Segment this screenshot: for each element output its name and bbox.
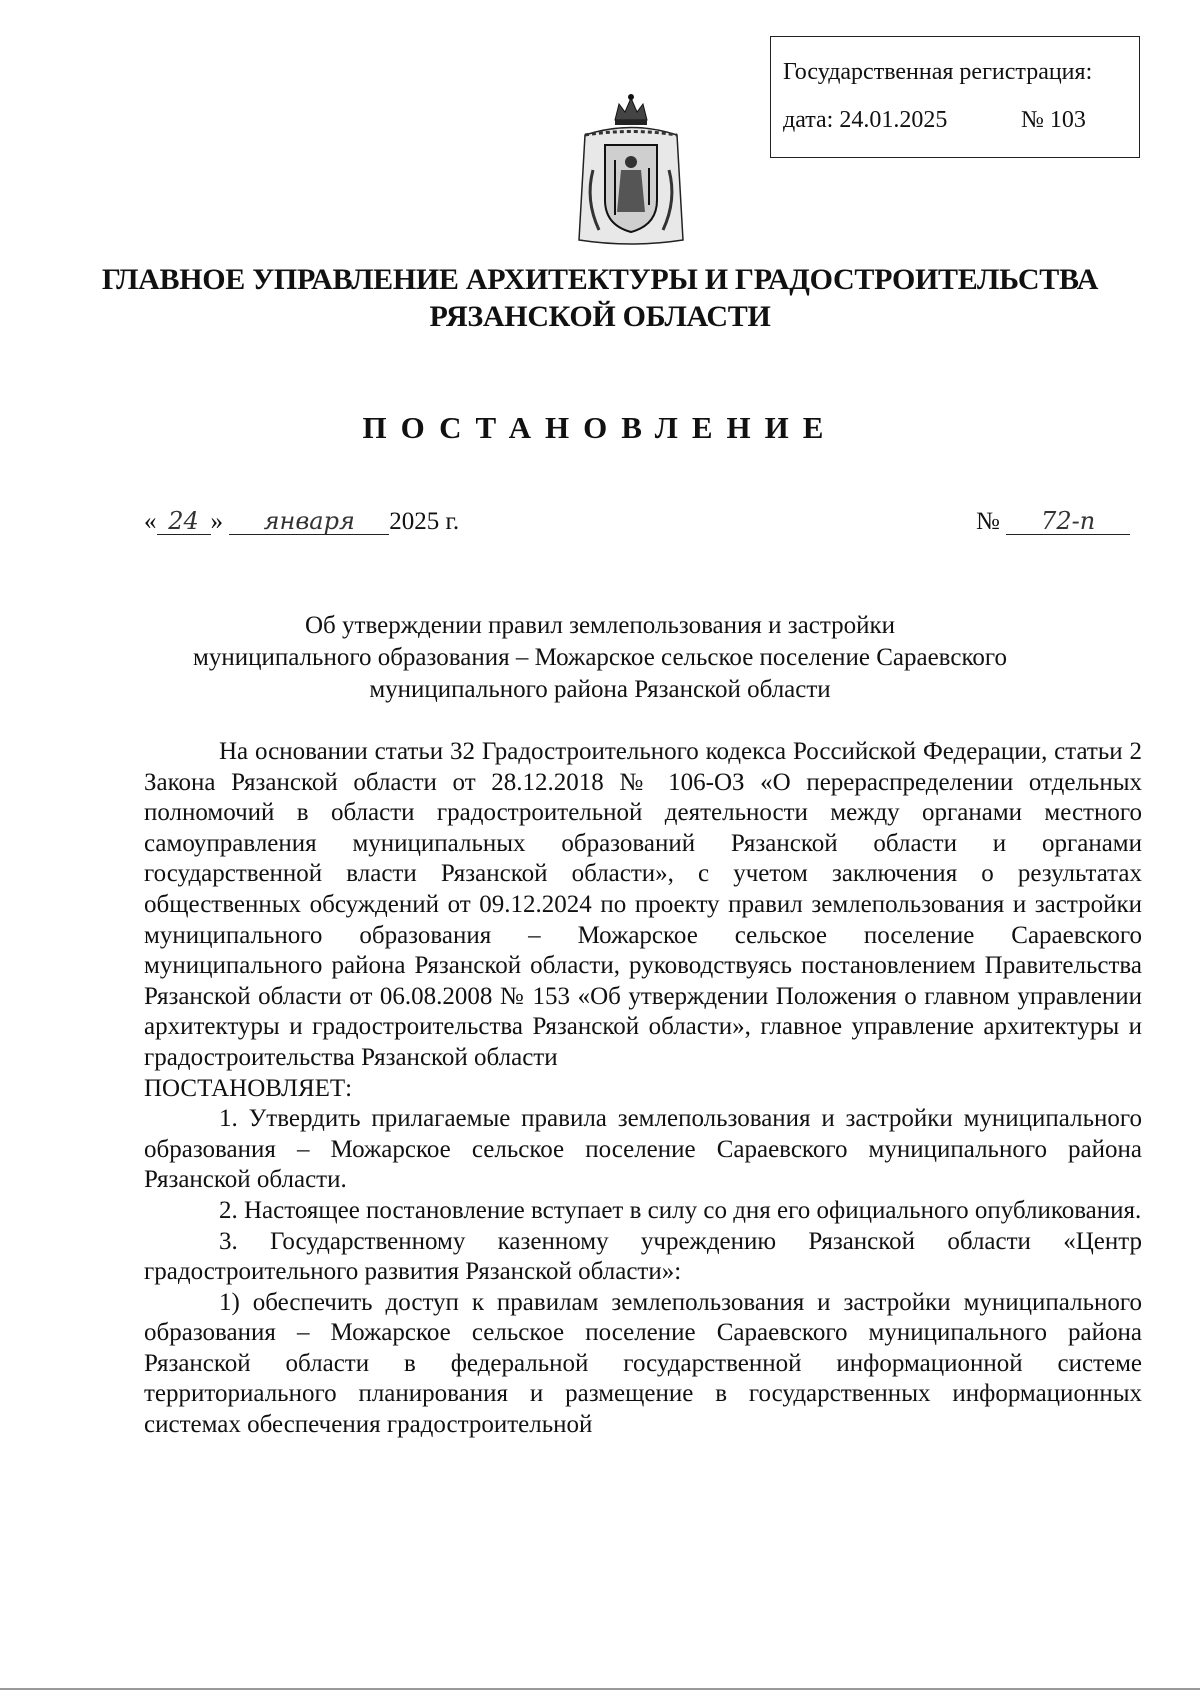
item-1: 1. Утвердить прилагаемые правила землепользования и застройки муниципального образования – Можарское сельское поселение Сараевского муниципального района Рязанской области. — [144, 1105, 1142, 1194]
ryazan-coat-of-arms-icon — [565, 90, 697, 250]
page-bottom-edge — [0, 1688, 1200, 1690]
document-body — [144, 737, 1142, 1441]
number-prefix: № — [976, 508, 1000, 535]
item-3-subitem-1: 1) обеспечить доступ к правилам землепользования и застройки муниципального образования – Можарское сельское поселение Сараевского муниципального района Рязанской области в федеральной государственной информационной системе территориального планирования и размещение в государственных информационных системах обеспечения градостроительной — [144, 1288, 1142, 1439]
date-open-quote: « — [144, 508, 157, 535]
document-date — [144, 508, 459, 536]
item-3: 3. Государственному казенному учреждению Рязанской области «Центр градостроительного развития Рязанской области»: — [144, 1227, 1142, 1286]
item-2: 2. Настоящее постановление вступает в силу со дня его официального опубликования. — [219, 1196, 1142, 1224]
subject-line3: муниципального района Рязанской области — [369, 676, 831, 703]
decree-word: ПОСТАНОВЛЯЕТ: — [144, 1074, 353, 1102]
date-close-quote: » — [210, 508, 223, 535]
date-year: 2025 г. — [389, 508, 460, 535]
subject-line1: Об утверждении правил землепользования и застройки — [305, 612, 895, 639]
document-subject — [0, 610, 1200, 706]
subject-line2: муниципального образования – Можарское сельское поселение Сараевского — [193, 644, 1007, 671]
date-month-handwritten: января — [229, 508, 389, 535]
organization-name-line2: РЯЗАНСКОЙ ОБЛАСТИ — [429, 300, 771, 333]
registration-box — [770, 36, 1140, 158]
organization-name-line1: ГЛАВНОЕ УПРАВЛЕНИЕ АРХИТЕКТУРЫ И ГРАДОСТРОИТЕЛЬСТВА — [101, 263, 1099, 296]
document-number — [976, 508, 1130, 536]
registration-number: № 103 — [1021, 107, 1086, 133]
document-type-title: ПОСТАНОВЛЕНИЕ — [362, 410, 838, 445]
preamble-paragraph: На основании статьи 32 Градостроительного кодекса Российской Федерации, статьи 2 Закона Рязанской области от 28.12.2018 № 106-ОЗ «О перераспределении отдельных полномочий в области градостроительной деятельности между органами местного самоуправления муниципальных образований Рязанской области и органами государственной власти Рязанской области», с учетом заключения о результатах общественных обсуждений от 09.12.2024 по проекту правил землепользования и застройки муниципального образования – Можарское сельское поселение Сараевского муниципального района Рязанской области, руководствуясь постановлением Правительства Рязанской области от 06.08.2008 № 153 «Об утверждении Положения о главном управлении архитектуры и градостроительства Рязанской области», главное управление архитектуры и градостроительства Рязанской области — [144, 738, 1142, 1071]
date-day-handwritten: 24 — [157, 508, 211, 535]
registration-date: дата: 24.01.2025 — [783, 107, 948, 133]
registration-title: Государственная регистрация: — [783, 59, 1093, 85]
number-handwritten: 72-п — [1006, 508, 1130, 535]
